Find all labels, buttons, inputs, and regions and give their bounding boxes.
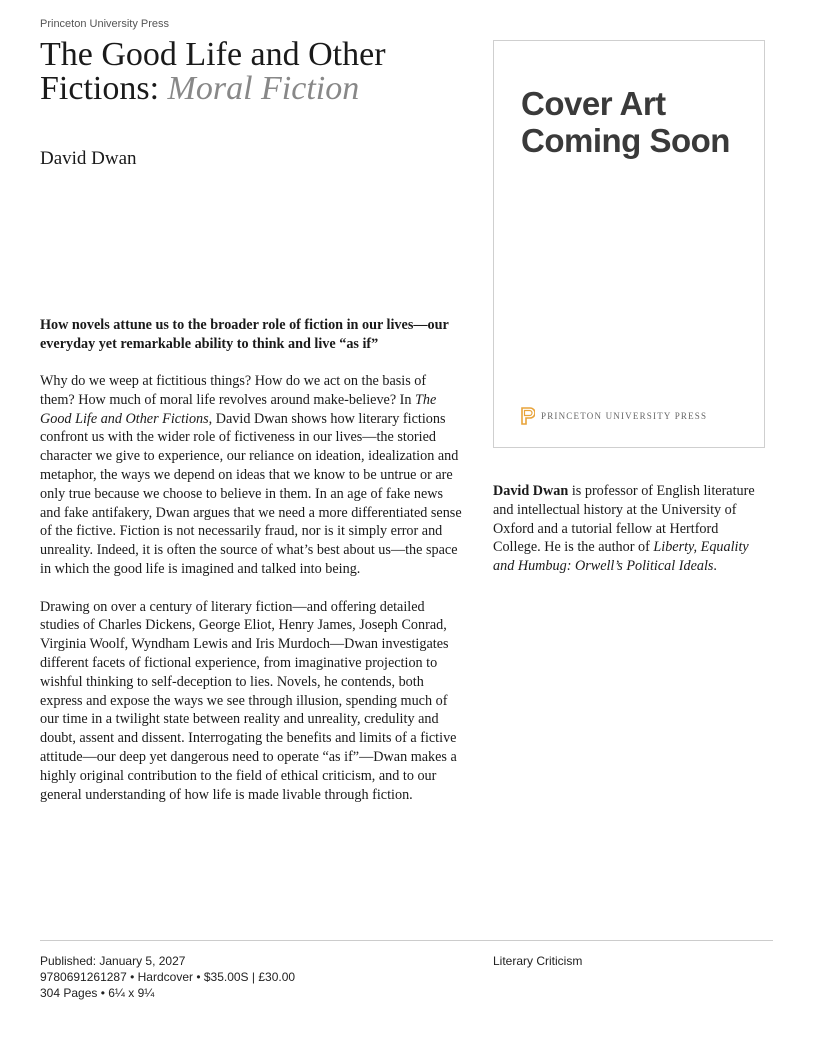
princeton-p-logo-icon (521, 407, 535, 425)
author-bio (493, 482, 769, 576)
publisher-logo (521, 407, 707, 425)
cover-text-line-2: Coming Soon (521, 122, 730, 159)
publication-date: Published: January 5, 2027 (40, 954, 186, 968)
page-count-trim: 304 Pages • 6¼ x 9¼ (40, 986, 155, 1000)
description-paragraph-1 (40, 372, 464, 579)
book-details (40, 953, 295, 1001)
book-author: David Dwan (40, 148, 137, 169)
description-lead: How novels attune us to the broader role of fiction in our lives—our everyday yet remarkable ability to think and live “as if” (40, 317, 449, 352)
cover-placeholder-text (521, 85, 730, 159)
bio-book-title: Liberty, Equality and Humbug: Orwell’s Political Ideals (493, 539, 749, 575)
book-subtitle: Moral Fiction (167, 70, 360, 107)
bio-end: . (713, 558, 717, 575)
p1-book-title: The Good Life and Other Fictions (40, 391, 437, 427)
logo-text: PRINCETON UNIVERSITY PRESS (541, 411, 708, 421)
isbn-format-price: 9780691261287 • Hardcover • $35.00S | £30.00 (40, 970, 296, 984)
book-category: Literary Criticism (493, 954, 583, 968)
book-title (40, 38, 470, 106)
bio-text: is professor of English literature and intellectual history at the University of Oxford and a tutorial fellow at Hertford College. He is the author of (493, 483, 755, 556)
p1-text-end: , David Dwan shows how literary fictions confront us with the wider role of fictiveness in our lives—the storied character we give to experience, our reliance on ideation, idealization and metaphor, the ways we depend on ideas that we know to be untrue or are only true because we choose to believe in them. In an age of fake news and fake antifakery, Dwan argues that we need a more differentiated sense of the fictive. Fiction is not necessarily fraud, nor is it simply error and unreality. Indeed, it is often the source of what’s best about us—the space in which the good life is imagined and talked into being. (40, 410, 462, 577)
p1-text-start: Why do we weep at fictitious things? How do we act on the basis of them? How much of moral life revolves around make-believe? In (40, 373, 427, 408)
cover-text-line-1: Cover Art (521, 85, 666, 122)
bio-author-name: David Dwan (493, 483, 569, 499)
cover-placeholder (493, 40, 765, 448)
description-paragraph-2: Drawing on over a century of literary fiction—and offering detailed studies of Charles Dickens, George Eliot, Henry James, Joseph Conrad, Virginia Woolf, Wyndham Lewis and Iris Murdoch—Dwan investigates different facets of fictional experience, from imaginative projection to wishful thinking to self-deception to lies. Novels, he contends, both express and expose the ways we see through illusion, spending much of our time in a twilight state between reality and unreality, credulity and doubt, assent and dissent. Interrogating the benefits and limits of a fictive attitude—our deep yet dangerous need to operate “as if”—Dwan makes a highly original contribution to the field of ethical criticism, and to our general understanding of how life is made livable through fiction. (40, 598, 457, 803)
publisher-name: Princeton University Press (40, 18, 169, 30)
title-main: The Good Life and Other Fictions: (40, 36, 386, 107)
footer-divider (40, 940, 773, 941)
description-body (40, 372, 464, 823)
